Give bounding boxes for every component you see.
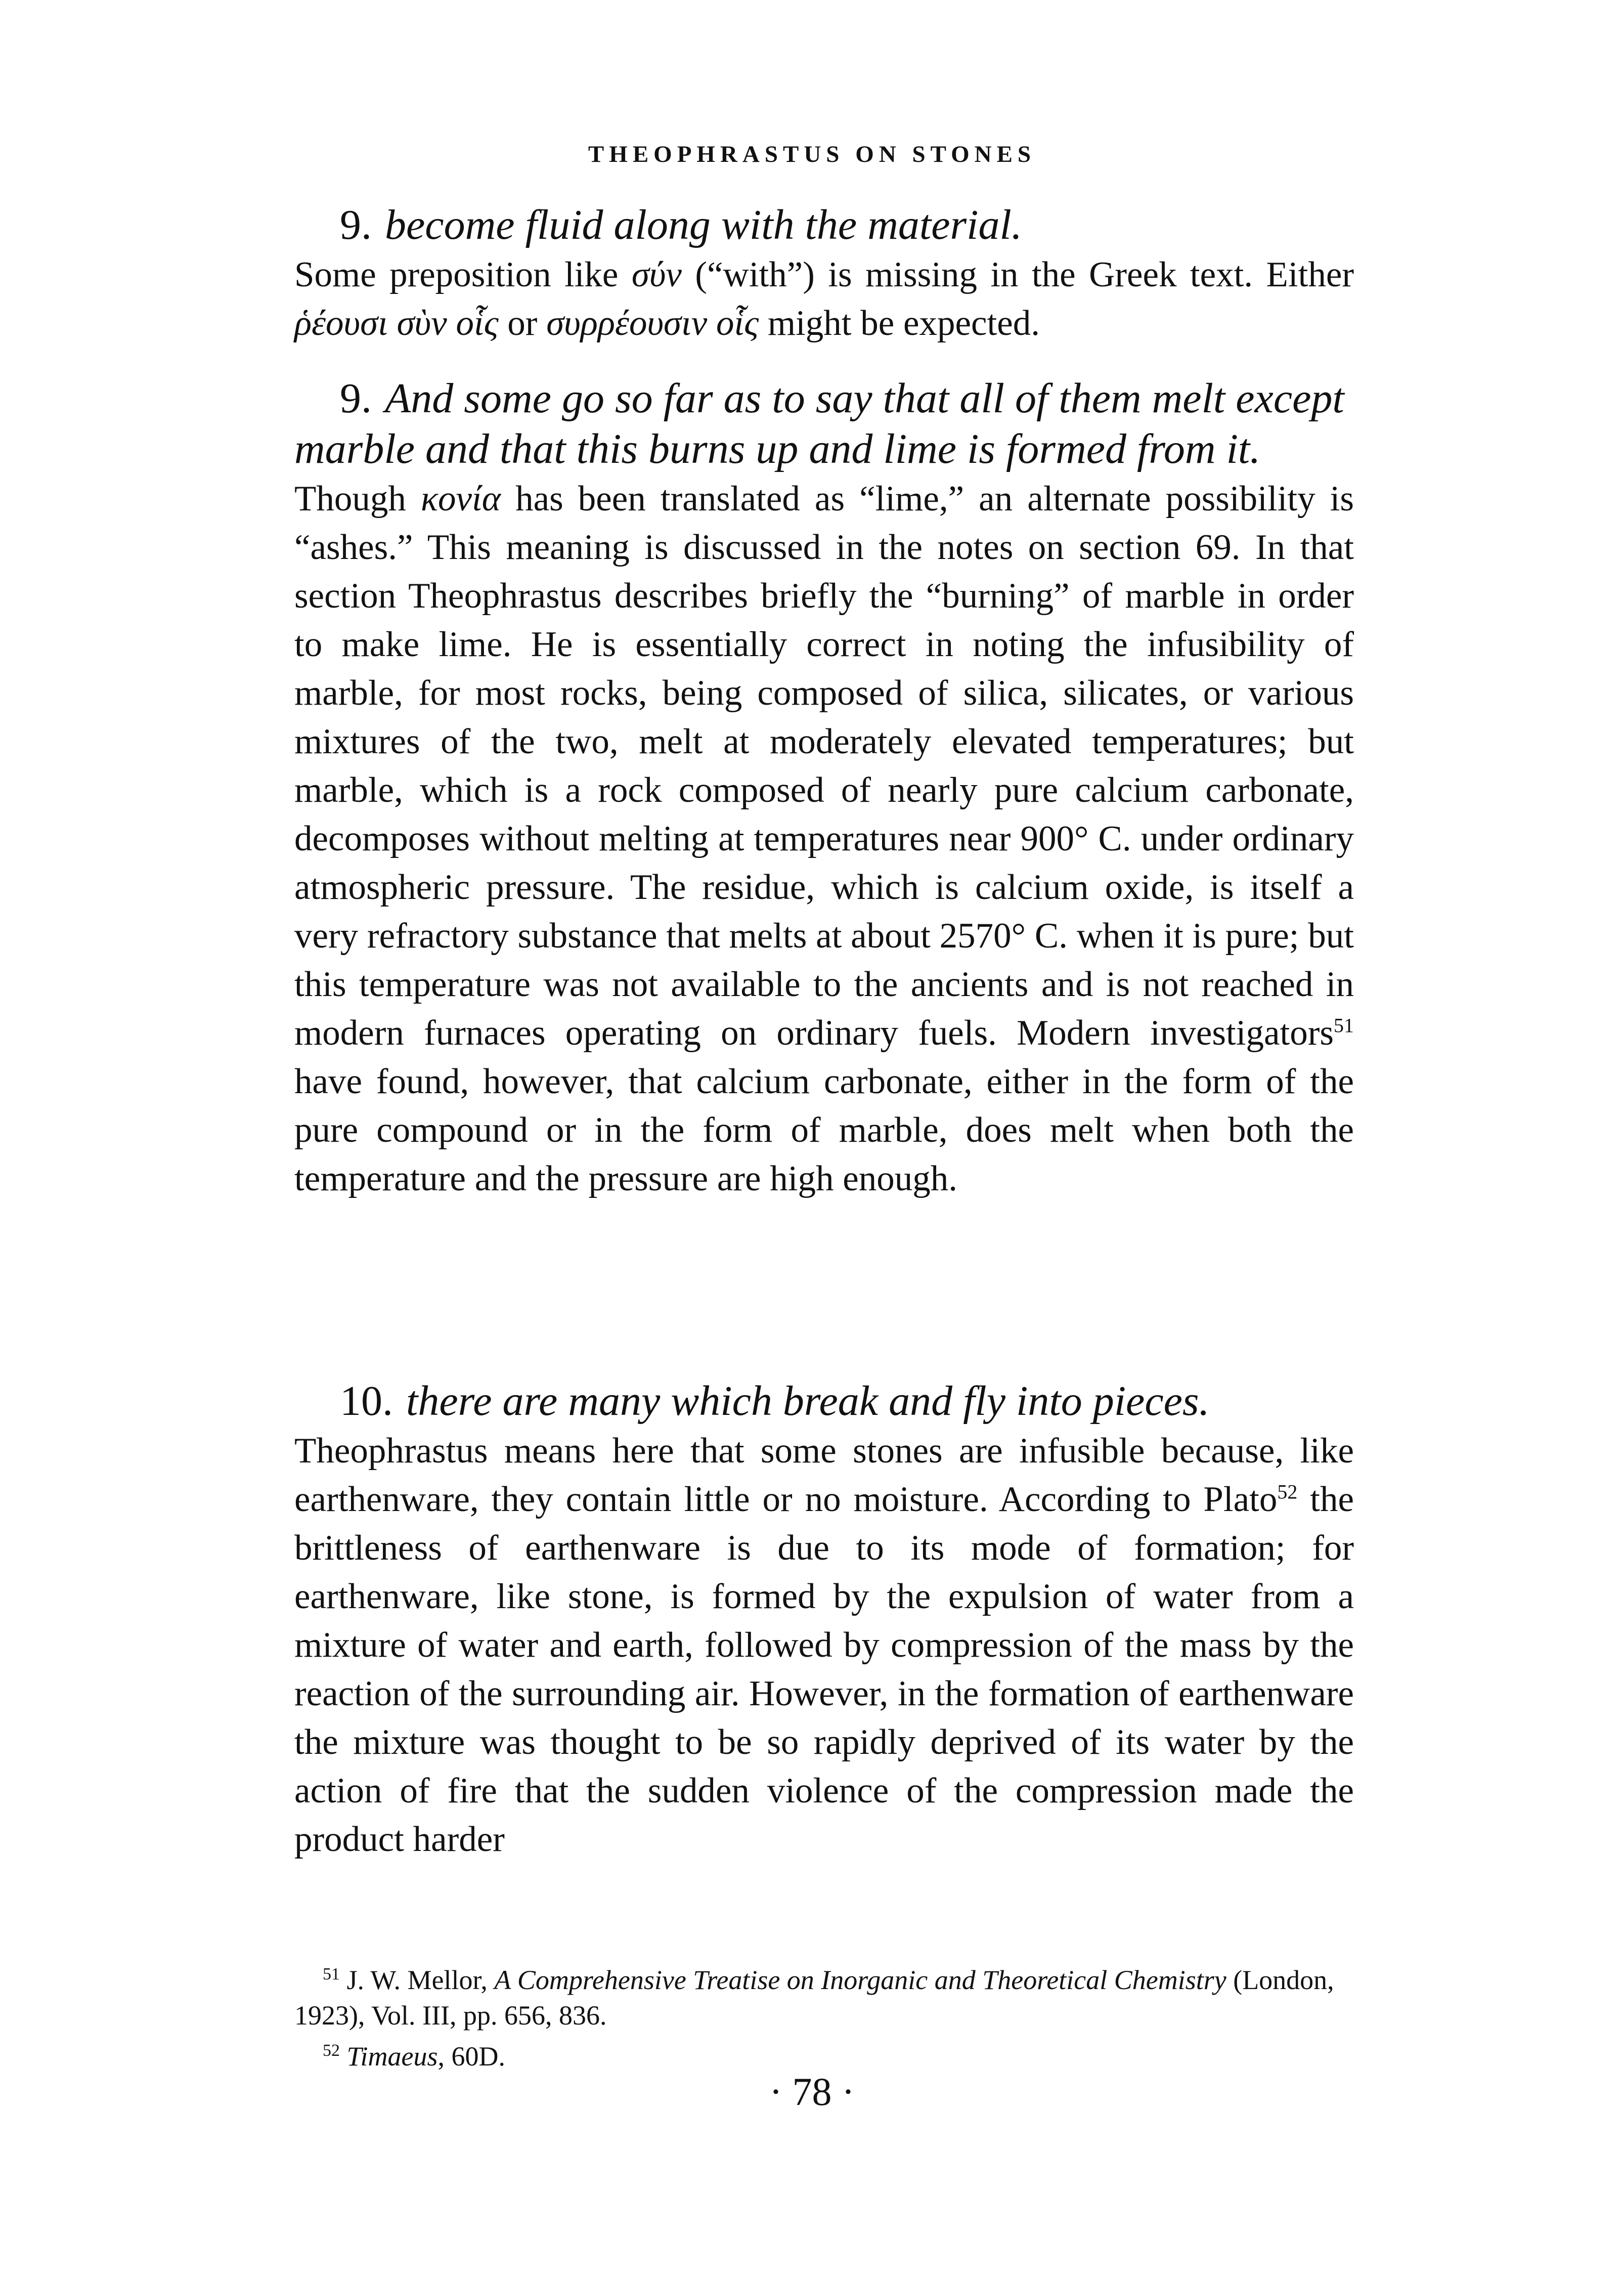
commentary-note xyxy=(294,200,1354,348)
note-paragraph xyxy=(294,250,1354,348)
note-number: 10. xyxy=(340,1377,393,1425)
note-text: Though xyxy=(294,479,421,519)
lemma xyxy=(294,200,1354,250)
footnote-author: J. W. Mellor, xyxy=(340,1965,495,1995)
greek-word: σύν xyxy=(631,255,682,294)
footnote xyxy=(294,2033,1354,2074)
page-number: · 78 · xyxy=(769,2070,855,2114)
footnote-number: 52 xyxy=(323,2041,340,2060)
footnote xyxy=(294,1957,1354,2033)
footnote-details: (London, 1923), Vol. III, pp. 656, 836. xyxy=(294,1965,1334,2031)
greek-word: κονία xyxy=(420,479,501,519)
footnote-title: A Comprehensive Treatise on Inorganic and Theoretical Chemistry xyxy=(494,1965,1226,1995)
note-text: Some preposition like xyxy=(294,255,632,294)
footnotes xyxy=(294,1957,1354,2074)
lemma-text: there are many which break and fly into pieces. xyxy=(406,1377,1210,1425)
note-number: 9. xyxy=(340,201,372,248)
note-text: the brittleness of earthenware is due to its mode of formation; for earthenware, like stone, is formed by the expulsion of water from a mixture of water and earth, followed by compression of the mass by the reaction of the surrounding air. However, in the formation of earthenware the mixture was thought to be so rapidly deprived of its water by the action of fire that the sudden violence of the compression made the product harder xyxy=(294,1480,1354,1859)
footnote-ref[interactable]: 51 xyxy=(1334,1014,1354,1037)
footnote-ref[interactable]: 52 xyxy=(1277,1480,1298,1503)
lemma xyxy=(294,373,1354,475)
commentary-note xyxy=(294,1376,1354,1864)
note-text: Theophrastus means here that some stones are infusible because, like earthenware, they contain little or no moisture. According to Plato xyxy=(294,1431,1354,1519)
note-text: or xyxy=(498,304,547,343)
note-text: (“with”) is missing in the Greek text. Either xyxy=(681,255,1354,294)
note-number: 9. xyxy=(340,375,372,422)
lemma-text: become fluid along with the material. xyxy=(385,201,1022,248)
note-text: has been translated as “lime,” an alternate possibility is “ashes.” This meaning is discussed in the notes on section 69. In that section Theophrastus describes briefly the “burning” of marble in order to make lime. He is essentially correct in noting the infusibility of marble, for most rocks, being composed of silica, silicates, or various mixtures of the two, melt at moderately elevated temperatures; but marble, which is a rock composed of nearly pure calcium carbonate, decomposes without melting at temperatures near 900° C. under ordinary atmospheric pressure. The residue, which is calcium oxide, is itself a very refractory substance that melts at about 2570° C. when it is pure; but this temperature was not available to the ancients and is not reached in modern furnaces operating on ordinary fuels. Modern investigators xyxy=(294,479,1354,1053)
footnote-details: , 60D. xyxy=(437,2041,506,2072)
footnote-title: Timaeus xyxy=(346,2041,438,2072)
footnote-number: 51 xyxy=(323,1965,340,1984)
lemma-text: And some go so far as to say that all of them melt except marble and that this burns up and lime is formed from it. xyxy=(294,375,1344,472)
greek-word: ῥέουσι σὺν οἷς xyxy=(294,304,499,343)
note-paragraph xyxy=(294,475,1354,1203)
commentary-note xyxy=(294,373,1354,1203)
greek-word: συρρέουσιν οἷς xyxy=(546,304,759,343)
running-head: THEOPHRASTUS ON STONES xyxy=(588,141,1036,167)
note-paragraph xyxy=(294,1427,1354,1864)
note-text: might be expected. xyxy=(759,304,1040,343)
note-text: have found, however, that calcium carbonate, either in the form of the pure compound or in the form of marble, does melt when both the temperature and the pressure are high enough. xyxy=(294,1062,1354,1198)
lemma xyxy=(294,1376,1354,1427)
